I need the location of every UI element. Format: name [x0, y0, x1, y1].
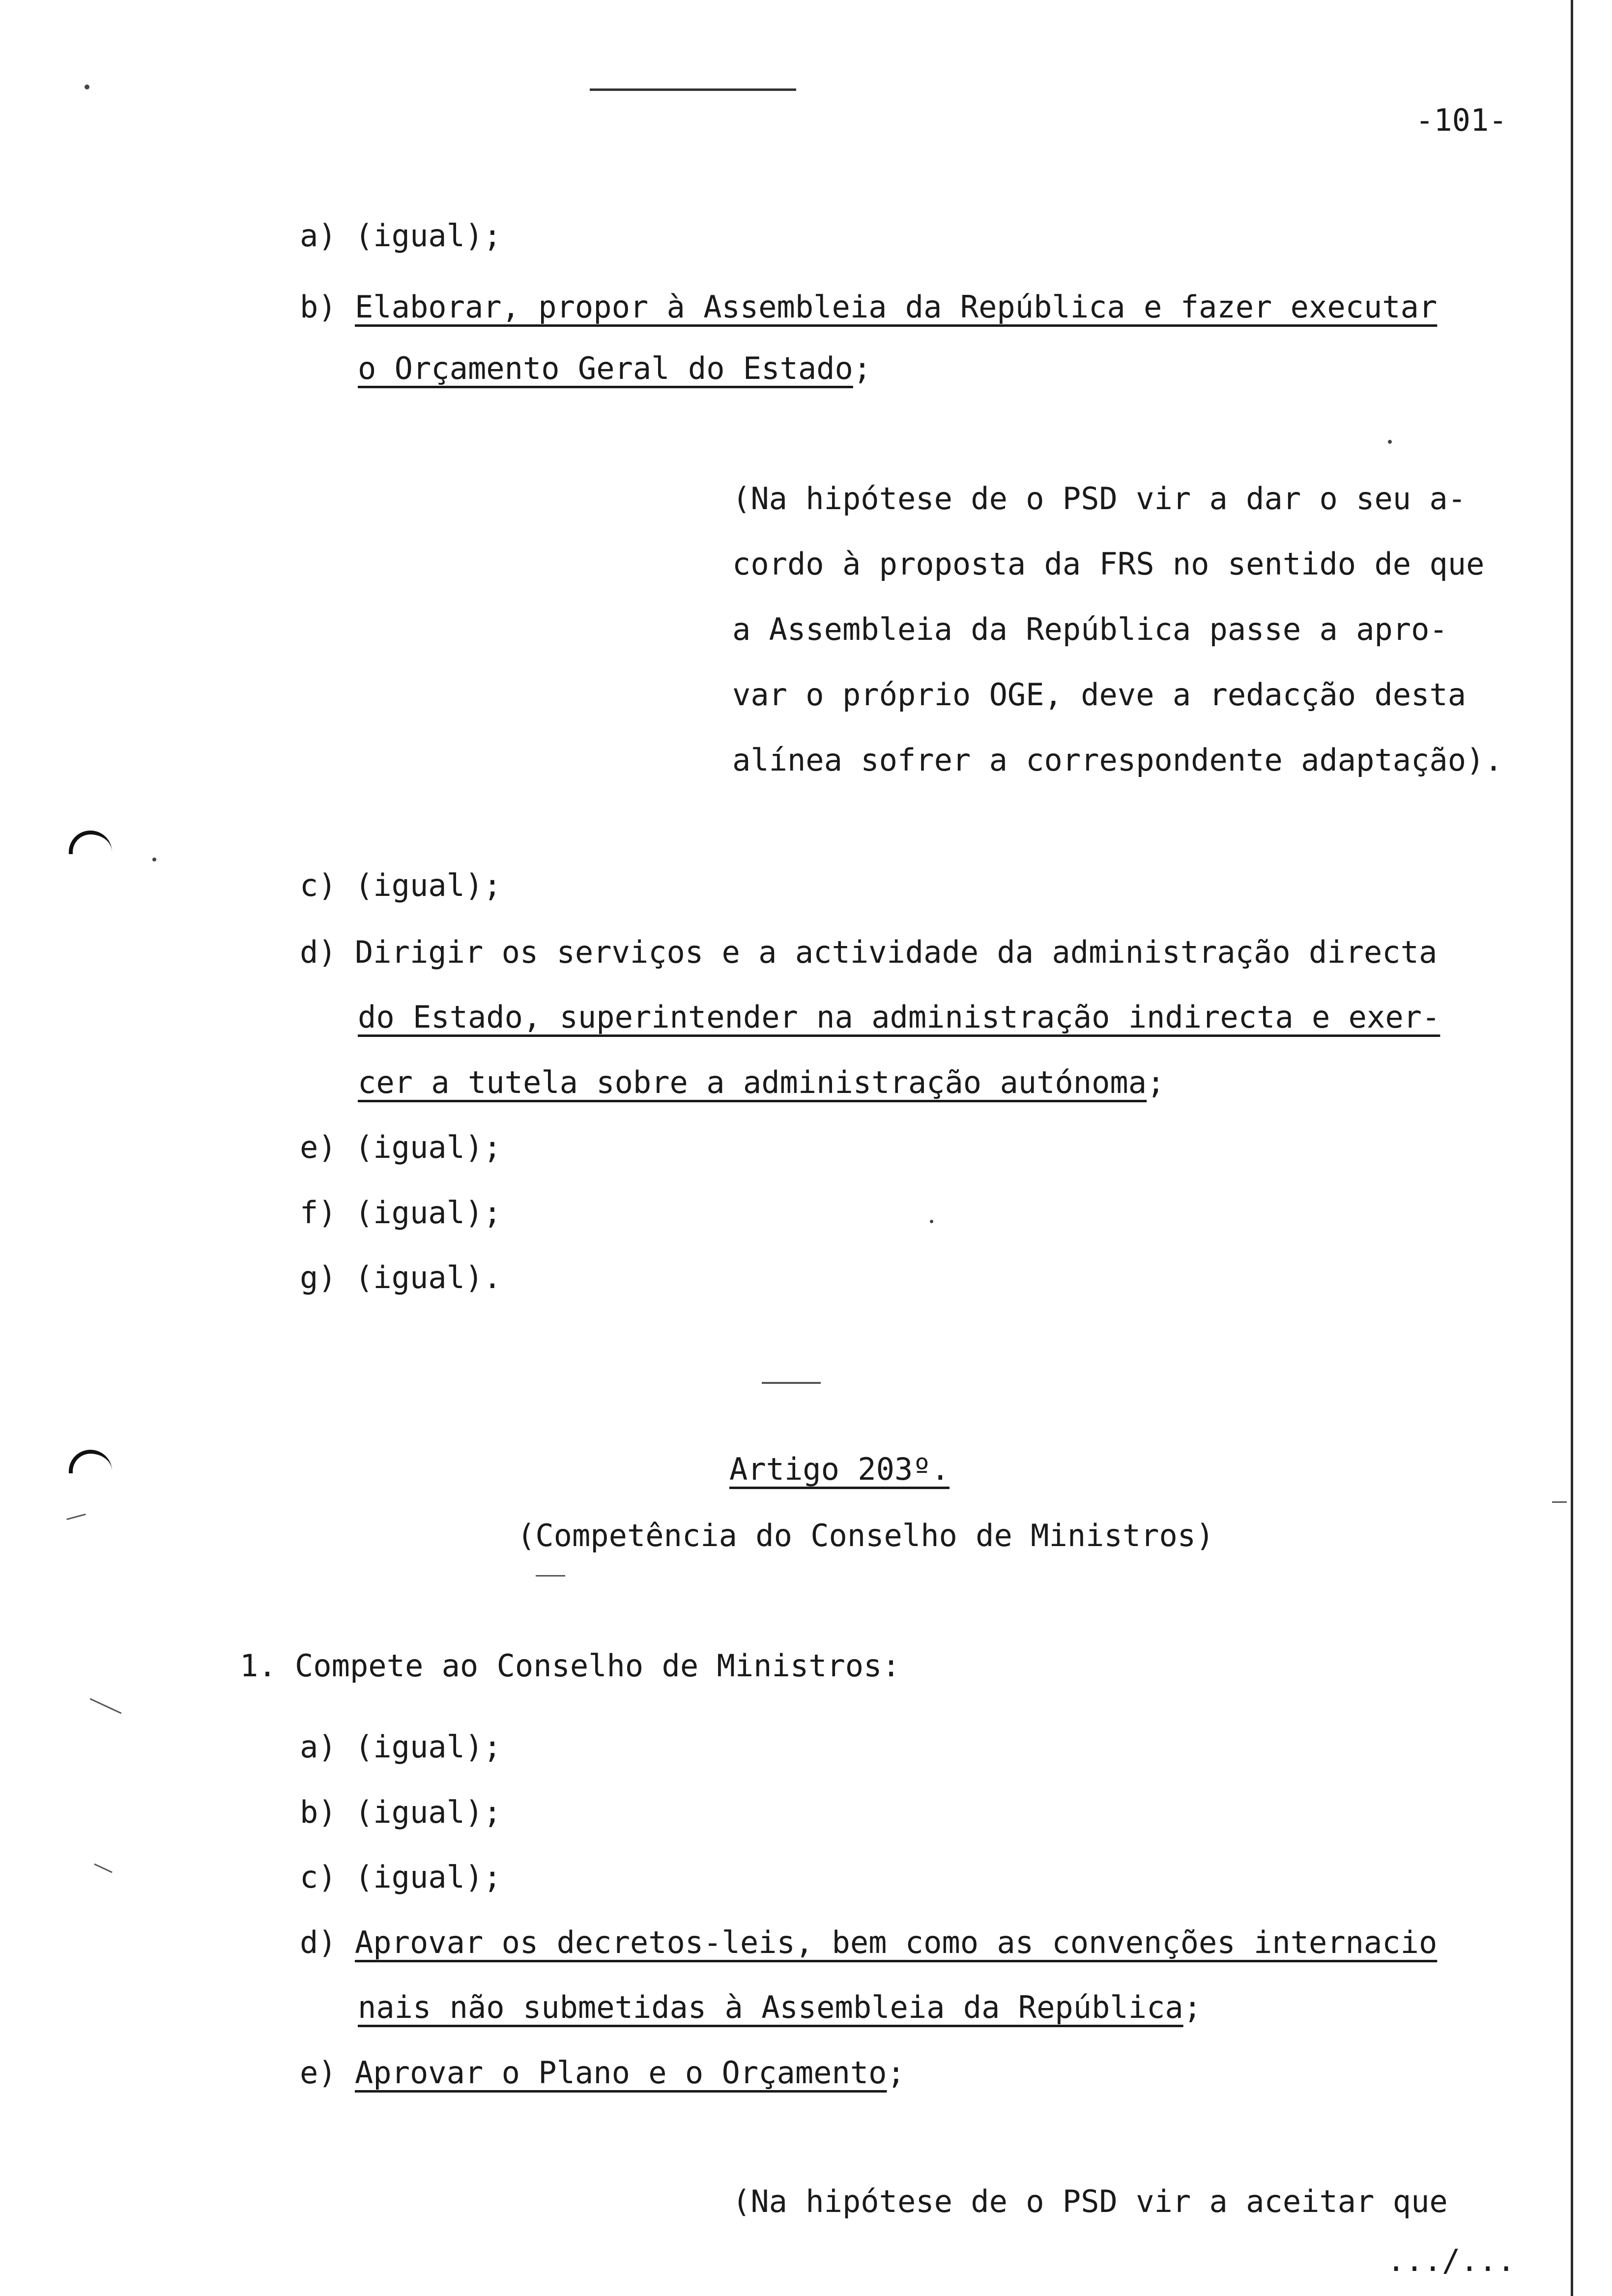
item-text-underlined: cer a tutela sobre a administração autónoma	[358, 1064, 1147, 1100]
section-separator	[762, 1382, 821, 1384]
margin-tick	[536, 1575, 565, 1577]
list-item-d: d) Dirigir os serviços e a actividade da administração directa	[300, 934, 1438, 970]
list-item-b-continuation	[358, 349, 871, 388]
item-marker: e)	[300, 2055, 355, 2091]
margin-tick	[1552, 1501, 1567, 1503]
binding-mark	[69, 1450, 112, 1473]
list-item-a: a) (igual);	[300, 218, 502, 254]
speck	[85, 85, 89, 89]
list-item-d-continuation	[358, 1063, 1165, 1102]
item-end: ;	[1183, 1989, 1202, 2025]
note-line: alínea sofrer a correspondente adaptação).	[732, 742, 1503, 778]
list-item-c: c) (igual);	[300, 1859, 502, 1895]
note-line: a Assembleia da República passe a apro-	[732, 611, 1448, 647]
item-text-underlined: Elaborar, propor à Assembleia da República e fazer executar	[354, 289, 1438, 325]
continuation-marker: .../...	[1387, 2242, 1516, 2278]
margin-tick	[94, 1864, 113, 1873]
margin-tick	[66, 1514, 86, 1520]
binding-mark	[69, 831, 112, 854]
list-item-a: a) (igual);	[300, 1729, 502, 1765]
list-item-g: g) (igual).	[300, 1260, 502, 1295]
speck	[930, 1220, 933, 1223]
list-item-e: e) (igual);	[300, 1129, 502, 1165]
item-end: ;	[1147, 1064, 1165, 1100]
list-item-b	[300, 287, 1437, 327]
item-text-underlined: Aprovar os decretos-leis, bem como as convenções internacio	[354, 1924, 1438, 1960]
article-subtitle: (Competência do Conselho de Ministros)	[517, 1518, 1214, 1553]
speck	[1388, 440, 1392, 444]
editorial-note-start: (Na hipótese de o PSD vir a aceitar que	[732, 2183, 1448, 2219]
top-dash-line	[590, 88, 796, 91]
list-item-d-continuation	[358, 1988, 1202, 2027]
item-text-underlined: Aprovar o Plano e o Orçamento	[354, 2055, 887, 2091]
list-item-e	[300, 2053, 905, 2093]
list-item-b: b) (igual);	[300, 1794, 502, 1830]
item-marker: d)	[300, 1924, 355, 1960]
note-line: var o próprio OGE, deve a redacção desta	[732, 677, 1467, 713]
margin-tick	[90, 1698, 122, 1714]
item-text-underlined: nais não submetidas à Assembleia da República	[358, 1989, 1183, 2025]
note-line: (Na hipótese de o PSD vir a dar o seu a-	[732, 481, 1467, 517]
item-end: ;	[887, 2055, 905, 2091]
speck	[152, 858, 156, 861]
item-marker: b)	[300, 289, 355, 325]
list-item-c: c) (igual);	[300, 867, 502, 903]
article-title: Artigo 203º.	[729, 1451, 950, 1487]
list-item-d-continuation	[358, 998, 1440, 1037]
item-text-underlined: o Orçamento Geral do Estado	[358, 350, 853, 386]
note-line: cordo à proposta da FRS no sentido de que	[732, 546, 1485, 582]
item-text-underlined: do Estado, superintender na administração indirecta e exer-	[358, 999, 1440, 1035]
page-number: -101-	[1415, 102, 1507, 138]
item-end: ;	[853, 350, 872, 386]
list-item-f: f) (igual);	[300, 1195, 502, 1231]
list-item-d	[300, 1923, 1437, 1962]
page-edge-rule	[1571, 0, 1573, 2296]
paragraph-intro: 1. Compete ao Conselho de Ministros:	[240, 1648, 900, 1684]
